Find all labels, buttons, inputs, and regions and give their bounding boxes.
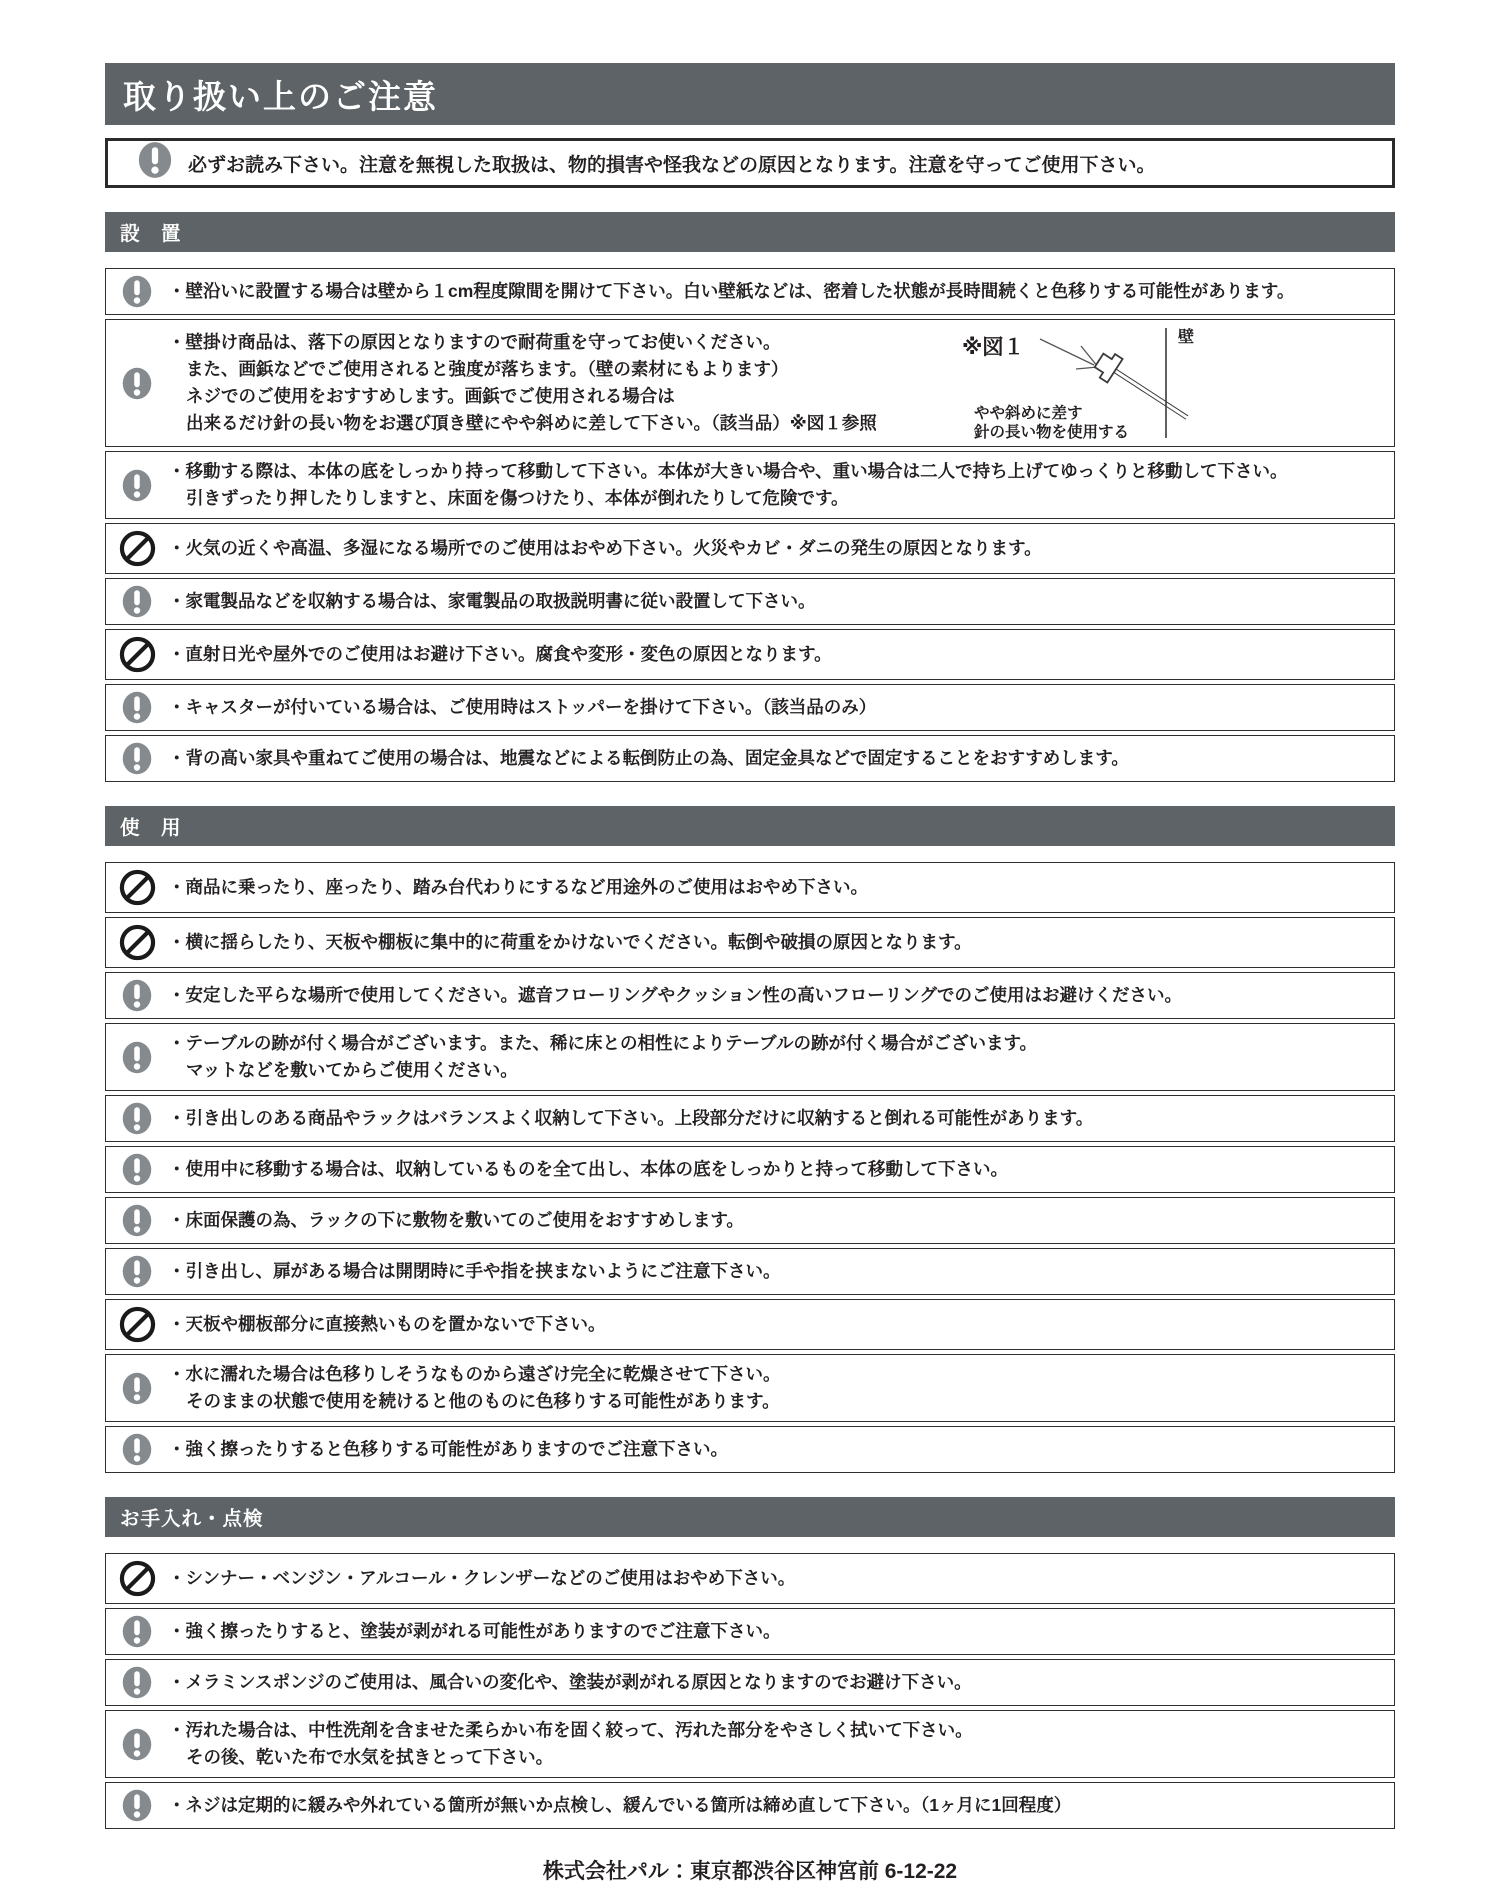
instruction-text	[168, 641, 1394, 668]
instruction-line: 出来るだけ針の長い物をお選び頂き壁にやや斜めに差して下さい。（該当品）※図１参照	[186, 413, 877, 433]
svg-text:針の長い物を使用する: 針の長い物を使用する	[974, 424, 1130, 441]
instruction-line: ・背の高い家具や重ねてご使用の場合は、地震などによる転倒防止の為、固定金具などで固定することをおすすめします。	[168, 748, 1129, 768]
instruction-line: 引きずったり押したりしますと、床面を傷つけたり、本体が倒れたりして危険です。	[186, 488, 849, 508]
instruction-line: ・安定した平らな場所で使用してください。遮音フローリングやクッション性の高いフローリングでのご使用はお避けください。	[168, 985, 1182, 1005]
instruction-line: ・商品に乗ったり、座ったり、踏み台代わりにするなど用途外のご使用はおやめ下さい。	[168, 877, 868, 897]
prohibition-icon	[106, 1560, 168, 1597]
exclamation-icon	[106, 1728, 168, 1761]
instruction-row	[105, 1197, 1395, 1244]
instruction-row	[105, 684, 1395, 731]
prohibition-icon	[106, 869, 168, 906]
instruction-line: ・テーブルの跡が付く場合がございます。また、稀に床との相性によりテーブルの跡が付く場合がございます。	[168, 1033, 1038, 1053]
section-header: 設 置	[105, 212, 1395, 252]
exclamation-icon	[106, 1204, 168, 1237]
exclamation-icon	[106, 1153, 168, 1186]
instruction-text	[168, 1156, 1394, 1183]
exclamation-icon	[106, 469, 168, 502]
instruction-row	[105, 1782, 1395, 1829]
instruction-row	[105, 1553, 1395, 1604]
instruction-line: ・引き出しのある商品やラックはバランスよく収納して下さい。上段部分だけに収納すると倒れる可能性があります。	[168, 1108, 1094, 1128]
exclamation-icon	[106, 1255, 168, 1288]
company-address: 株式会社パル：東京都渋谷区神宮前 6-12-22	[542, 1860, 958, 1883]
instruction-text	[168, 1258, 1394, 1285]
instruction-line: ・床面保護の為、ラックの下に敷物を敷いてのご使用をおすすめします。	[168, 1210, 744, 1230]
instruction-text	[168, 1436, 1394, 1463]
instruction-line: ・直射日光や屋外でのご使用はお避け下さい。腐食や変形・変色の原因となります。	[168, 644, 832, 664]
instruction-line: また、画鋲などでご使用されると強度が落ちます。（壁の素材にもよります）	[186, 359, 789, 379]
instruction-line: ・強く擦ったりすると、塗装が剥がれる可能性がありますのでご注意下さい。	[168, 1621, 781, 1641]
exclamation-icon	[106, 1102, 168, 1135]
exclamation-icon	[106, 1615, 168, 1648]
instruction-line: その後、乾いた布で水気を拭きとって下さい。	[186, 1747, 554, 1767]
instruction-row	[105, 1248, 1395, 1295]
exclamation-icon	[106, 1789, 168, 1822]
instruction-row	[105, 523, 1395, 574]
instruction-row	[105, 1023, 1395, 1091]
instruction-row	[105, 319, 1395, 447]
instruction-text	[168, 1565, 1394, 1592]
instruction-text	[168, 694, 1394, 721]
instruction-line: ネジでのご使用をおすすめします。画鋲でご使用される場合は	[186, 386, 675, 406]
instruction-row	[105, 1426, 1395, 1473]
instruction-text	[168, 929, 1394, 956]
instruction-line: ・メラミンスポンジのご使用は、風合いの変化や、塗装が剥がれる原因となりますのでお避け下さい。	[168, 1672, 972, 1692]
instruction-line: マットなどを敷いてからご使用ください。	[186, 1060, 518, 1080]
prohibition-icon	[106, 1306, 168, 1343]
exclamation-icon	[106, 742, 168, 775]
instruction-text	[168, 1311, 1394, 1338]
svg-text:やや斜めに差す: やや斜めに差す	[974, 405, 1083, 422]
instruction-text	[168, 745, 1394, 772]
instruction-text	[168, 1669, 1394, 1696]
prohibition-icon	[106, 530, 168, 567]
instruction-line: そのままの状態で使用を続けると他のものに色移りする可能性があります。	[186, 1391, 780, 1411]
exclamation-icon	[106, 1372, 168, 1405]
page-title	[105, 63, 1395, 125]
exclamation-icon	[106, 979, 168, 1012]
exclamation-icon	[106, 1433, 168, 1466]
instruction-row	[105, 268, 1395, 315]
wall-pin-figure	[934, 324, 1254, 442]
instruction-line: ・火気の近くや高温、多湿になる場所でのご使用はおやめ下さい。火災やカビ・ダニの発生の原因となります。	[168, 538, 1042, 558]
instruction-line: ・移動する際は、本体の底をしっかり持って移動して下さい。本体が大きい場合や、重い場合は二人で持ち上げてゆっくりと移動して下さい。	[168, 461, 1288, 481]
instruction-line: ・水に濡れた場合は色移りしそうなものから遠ざけ完全に乾燥させて下さい。	[168, 1364, 781, 1384]
instruction-text	[168, 1717, 1394, 1771]
instruction-text	[168, 1361, 1394, 1415]
instruction-row	[105, 1299, 1395, 1350]
instruction-text	[168, 982, 1394, 1009]
notice-text: 必ずお読み下さい。注意を無視した取扱は、物的損害や怪我などの原因となります。注意を守ってご使用下さい。	[188, 154, 1156, 176]
prohibition-icon	[106, 636, 168, 673]
instruction-text	[168, 1030, 1394, 1084]
instruction-text	[168, 1792, 1394, 1819]
instruction-row	[105, 1354, 1395, 1422]
notice-banner	[105, 138, 1395, 188]
instruction-text	[168, 1207, 1394, 1234]
instruction-text	[168, 874, 1394, 901]
instruction-text	[168, 278, 1394, 305]
instruction-row	[105, 1710, 1395, 1778]
instruction-line: ・壁掛け商品は、落下の原因となりますので耐荷重を守ってお使いください。	[168, 332, 781, 352]
instruction-row	[105, 1146, 1395, 1193]
instruction-line: ・天板や棚板部分に直接熱いものを置かないで下さい。	[168, 1314, 606, 1334]
instruction-text	[168, 1618, 1394, 1645]
instruction-line: ・使用中に移動する場合は、収納しているものを全て出し、本体の底をしっかりと持って移動して下さい。	[168, 1159, 1008, 1179]
instruction-row	[105, 862, 1395, 913]
instruction-line: ・シンナー・ベンジン・アルコール・クレンザーなどのご使用はおやめ下さい。	[168, 1568, 796, 1588]
instruction-row	[105, 451, 1395, 519]
instruction-row	[105, 1095, 1395, 1142]
svg-text:※図１: ※図１	[962, 336, 1025, 359]
svg-text:壁: 壁	[1178, 329, 1195, 346]
instruction-row	[105, 629, 1395, 680]
instruction-row	[105, 972, 1395, 1019]
instruction-text	[168, 1105, 1394, 1132]
instruction-line: ・引き出し、扉がある場合は開閉時に手や指を挟まないようにご注意下さい。	[168, 1261, 781, 1281]
exclamation-icon	[106, 1041, 168, 1074]
instruction-row	[105, 1608, 1395, 1655]
instruction-text	[168, 535, 1394, 562]
exclamation-icon	[106, 367, 168, 400]
page-title-text: 取り扱い上のご注意	[123, 77, 438, 115]
instruction-text	[168, 588, 1394, 615]
section-header: お手入れ・点検	[105, 1497, 1395, 1537]
exclamation-icon	[106, 275, 168, 308]
instruction-line: ・壁沿いに設置する場合は壁から１cm程度隙間を開けて下さい。白い壁紙などは、密着した状態が長時間続くと色移りする可能性があります。	[168, 281, 1295, 301]
prohibition-icon	[106, 924, 168, 961]
instruction-text	[168, 458, 1394, 512]
instruction-row	[105, 735, 1395, 782]
instruction-line: ・ネジは定期的に緩みや外れている箇所が無いか点検し、緩んでいる箇所は締め直して下さい。（1ヶ月に1回程度）	[168, 1795, 1072, 1815]
sections-container	[105, 212, 1395, 1829]
instruction-line: ・汚れた場合は、中性洗剤を含ませた柔らかい布を固く絞って、汚れた部分をやさしく拭いて下さい。	[168, 1720, 973, 1740]
instruction-row	[105, 1659, 1395, 1706]
exclamation-icon	[138, 141, 172, 185]
instruction-row	[105, 917, 1395, 968]
exclamation-icon	[106, 1666, 168, 1699]
exclamation-icon	[106, 691, 168, 724]
instruction-line: ・キャスターが付いている場合は、ご使用時はストッパーを掛けて下さい。（該当品のみ）	[168, 697, 877, 717]
instruction-row	[105, 578, 1395, 625]
exclamation-icon	[106, 585, 168, 618]
section-header: 使 用	[105, 806, 1395, 846]
instruction-line: ・家電製品などを収納する場合は、家電製品の取扱説明書に従い設置して下さい。	[168, 591, 816, 611]
instruction-line: ・強く擦ったりすると色移りする可能性がありますのでご注意下さい。	[168, 1439, 728, 1459]
instruction-line: ・横に揺らしたり、天板や棚板に集中的に荷重をかけないでください。転倒や破損の原因となります。	[168, 932, 972, 952]
